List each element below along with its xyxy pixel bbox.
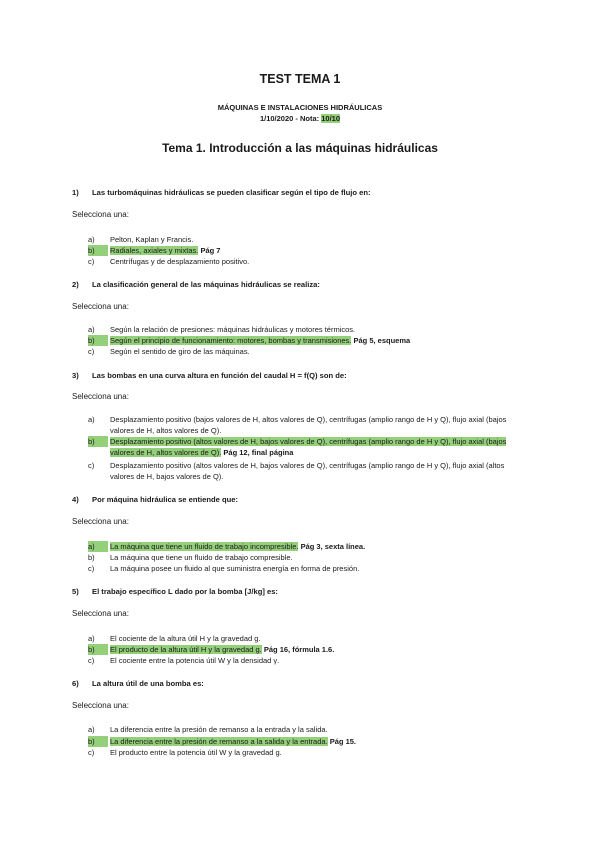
option-6b-correct: b) La diferencia entre la presión de remanso a la salida y la entrada. Pág 15. xyxy=(88,737,356,746)
select-label: Selecciona una: xyxy=(72,517,129,526)
option-2c: c) Según el sentido de giro de las máquinas. xyxy=(88,347,250,356)
question-2: 2) La clasificación general de las máquinas hidráulicas se realiza: xyxy=(72,280,320,289)
option-5c: c) El cociente entre la potencia útil W y la densidad γ. xyxy=(88,656,280,665)
grade-value: 10/10 xyxy=(321,114,341,123)
question-6: 6) La altura útil de una bomba es: xyxy=(72,679,204,688)
option-1a: a) Pelton, Kaplan y Francis. xyxy=(88,235,194,244)
select-label: Selecciona una: xyxy=(72,701,129,710)
question-4: 4) Por máquina hidráulica se entiende que: xyxy=(72,495,239,504)
select-label: Selecciona una: xyxy=(72,392,129,401)
option-1b-correct: b) Radiales, axiales y mixtas. Pág 7 xyxy=(88,246,221,255)
select-label: Selecciona una: xyxy=(72,302,129,311)
select-label: Selecciona una: xyxy=(72,609,129,618)
option-3a: a) Desplazamiento positivo (bajos valores de H, altos valores de Q), centrífugas (amplio rango de H y Q), flujo axial (bajos valores de H, altos valores de Q). xyxy=(88,415,507,435)
option-6a: a) La diferencia entre la presión de remanso a la entrada y la salida. xyxy=(88,725,328,734)
option-2b-correct: b) Según el principio de funcionamiento: motores, bombas y transmisiones. Pág 5, esquema xyxy=(88,336,411,345)
option-1c: c) Centrífugas y de desplazamiento positivo. xyxy=(88,257,250,266)
document-title: TEST TEMA 1 xyxy=(259,72,341,86)
subject-title: MÁQUINAS E INSTALACIONES HIDRÁULICAS xyxy=(217,103,383,112)
date-label: 1/10/2020 - Nota: xyxy=(259,114,320,123)
select-label: Selecciona una: xyxy=(72,210,129,219)
section-title: Tema 1. Introducción a las máquinas hidráulicas xyxy=(162,141,438,155)
option-5a: a) El cociente de la altura útil H y la gravedad g. xyxy=(88,634,261,643)
option-2a: a) Según la relación de presiones: máquinas hidráulicas y motores térmicos. xyxy=(88,325,356,334)
question-1: 1) Las turbomáquinas hidráulicas se pueden clasificar según el tipo de flujo en: xyxy=(72,188,371,197)
option-4b: b) La máquina que tiene un fluido de trabajo compresible. xyxy=(88,553,293,562)
question-5: 5) El trabajo específico L dado por la bomba [J/kg] es: xyxy=(72,587,278,596)
date-grade-line xyxy=(0,114,600,123)
option-3c: c) Desplazamiento positivo (altos valores de H, bajos valores de Q), centrífugas (amplio rango de H y Q), flujo axial (altos valores de H, bajos valores de Q). xyxy=(88,461,505,481)
option-4a-correct: a) La máquina que tiene un fluido de trabajo incompresible. Pág 3, sexta línea. xyxy=(88,542,366,551)
option-3b-correct: b) Desplazamiento positivo (altos valores de H, bajos valores de Q), centrífugas (amplio rango de H y Q), flujo axial (bajos valores de H, altos valores de Q). Pág 12, final página xyxy=(88,437,507,457)
option-6c: c) El producto entre la potencia útil W y la gravedad g. xyxy=(88,748,282,757)
option-5b-correct: b) El producto de la altura útil H y la gravedad g. Pág 16, fórmula 1.6. xyxy=(88,645,335,654)
option-4c: c) La máquina posee un fluido al que suministra energía en forma de presión. xyxy=(88,564,360,573)
question-3: 3) Las bombas en una curva altura en función del caudal H = f(Q) son de: xyxy=(72,371,347,380)
